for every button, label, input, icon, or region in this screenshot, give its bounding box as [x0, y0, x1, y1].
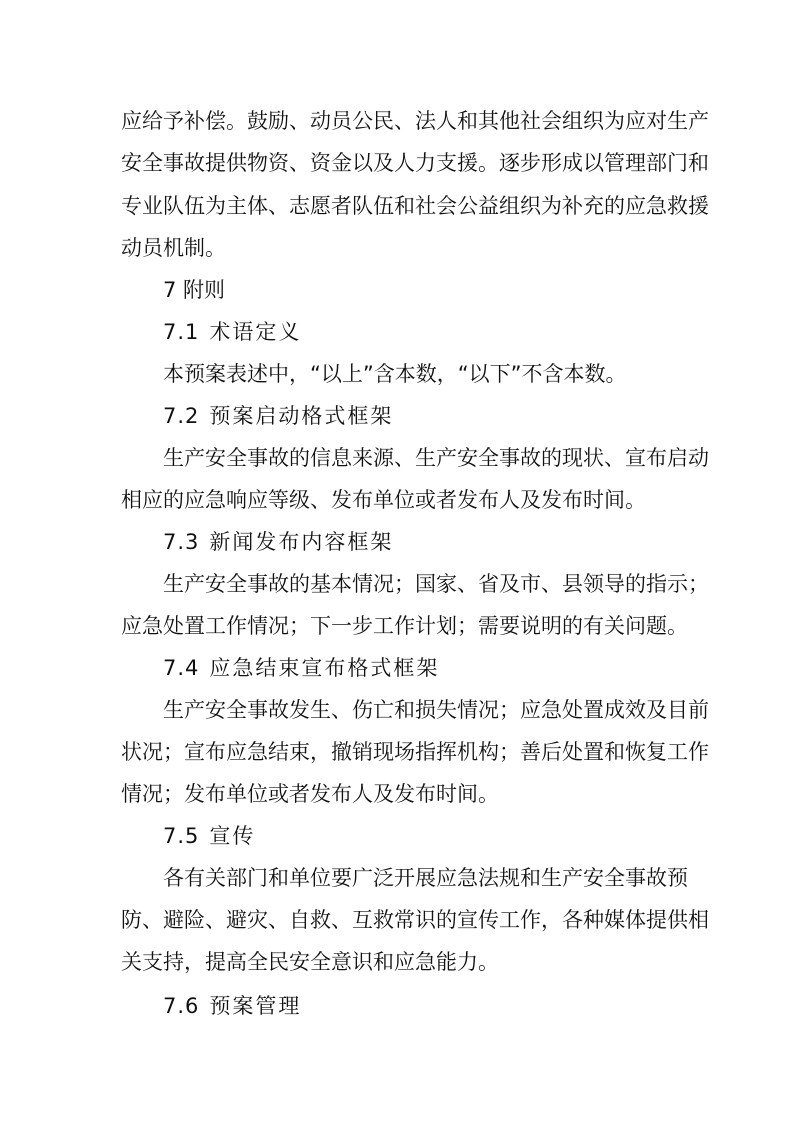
section-heading-7-5 [0, 816, 793, 856]
paragraph-line: 相应的应急响应等级、发布单位或者发布人及发布时间。 [121, 488, 646, 512]
section-number: 7.6 [163, 994, 200, 1018]
section-title: 宣传 [209, 824, 256, 848]
section-number: 7.3 [163, 530, 200, 554]
section-number: 7.1 [163, 320, 200, 344]
paragraph-line: 本预案表述中，“以上”含本数，“以下”不含本数。 [163, 362, 627, 386]
section-title: 新闻发布内容框架 [209, 530, 394, 554]
section-heading-7-4 [0, 648, 793, 688]
section-number: 7.2 [163, 404, 200, 428]
paragraph-line: 状况；宣布应急结束，撤销现场指挥机构；善后处置和恢复工作 [121, 740, 709, 764]
paragraph-line: 生产安全事故的信息来源、生产安全事故的现状、宣布启动 [163, 446, 709, 470]
paragraph-line: 情况；发布单位或者发布人及发布时间。 [121, 782, 499, 806]
paragraph-line: 动员机制。 [121, 236, 226, 260]
section-number: 7.4 [163, 656, 200, 680]
section-heading-7-2 [0, 396, 793, 436]
paragraph-line: 各有关部门和单位要广泛开展应急法规和生产安全事故预 [163, 866, 688, 890]
paragraph-line: 应急处置工作情况；下一步工作计划；需要说明的有关问题。 [121, 614, 688, 638]
section-heading-7-3 [0, 522, 793, 562]
paragraph-line: 防、避险、避灾、自救、互救常识的宣传工作，各种媒体提供相 [121, 908, 709, 932]
section-heading-7-1 [0, 312, 793, 352]
section-heading-7-6 [0, 986, 793, 1026]
chapter-heading: 7 附则 [163, 278, 226, 302]
section-title: 术语定义 [209, 320, 302, 344]
paragraph-line: 安全事故提供物资、资金以及人力支援。逐步形成以管理部门和 [121, 151, 709, 175]
section-number: 7.5 [163, 824, 200, 848]
section-title: 预案启动格式框架 [209, 404, 394, 428]
paragraph-line: 生产安全事故发生、伤亡和损失情况；应急处置成效及目前 [163, 698, 709, 722]
paragraph-line: 关支持，提高全民安全意识和应急能力。 [121, 950, 499, 974]
paragraph-line: 专业队伍为主体、志愿者队伍和社会公益组织为补充的应急救援 [121, 194, 709, 218]
paragraph-line: 生产安全事故的基本情况；国家、省及市、县领导的指示； [163, 572, 709, 596]
section-title: 应急结束宣布格式框架 [209, 656, 440, 680]
paragraph-line: 应给予补偿。鼓励、动员公民、法人和其他社会组织为应对生产 [121, 109, 709, 133]
section-title: 预案管理 [209, 994, 302, 1018]
